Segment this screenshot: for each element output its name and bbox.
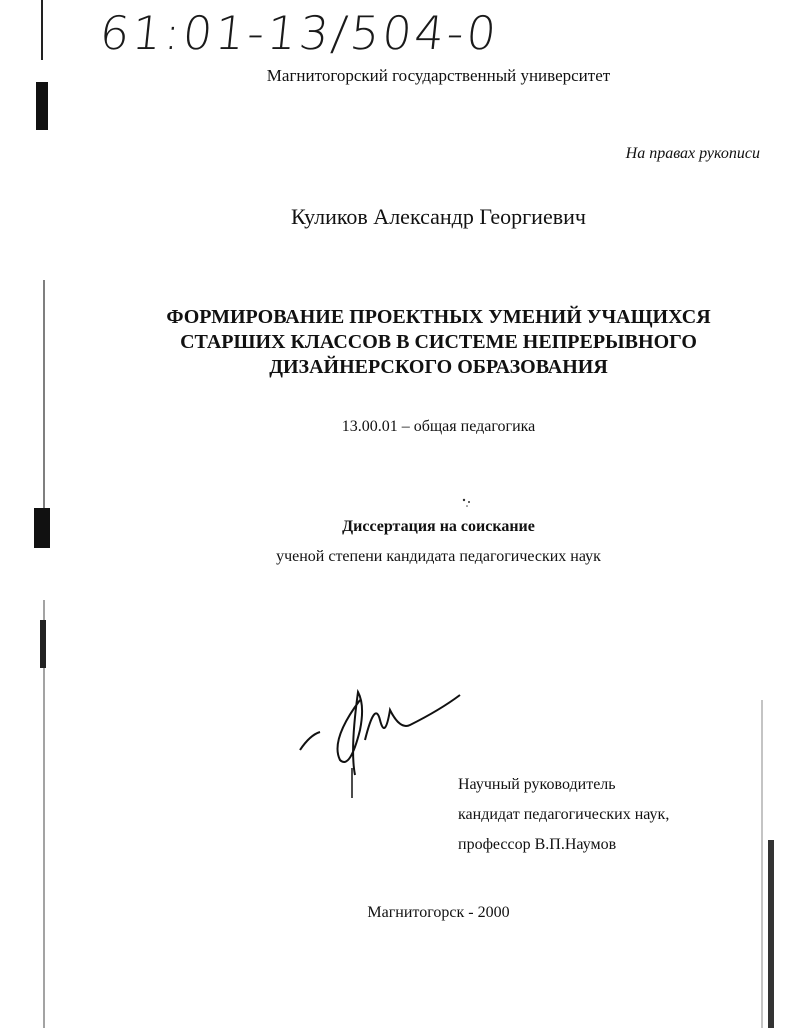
author-name: Куликов Александр Георгиевич: [291, 204, 586, 229]
title-line: СТАРШИХ КЛАССОВ В СИСТЕМЕ НЕПРЕРЫВНОГО: [180, 331, 697, 353]
scan-dust: [460, 496, 474, 510]
university-name: Магнитогорский государственный университет: [266, 66, 611, 85]
advisor-role: Научный руководитель: [458, 776, 616, 793]
scan-right-edge: [760, 0, 797, 1028]
archive-code: 61:01-13/504-0: [97, 6, 502, 60]
signature: [290, 680, 470, 800]
advisor-block: [458, 770, 669, 860]
title-line: ДИЗАЙНЕРСКОГО ОБРАЗОВАНИЯ: [269, 356, 608, 378]
scan-edge-artifacts: [0, 0, 60, 1028]
advisor-name: профессор В.П.Наумов: [458, 836, 617, 853]
degree-sought: ученой степени кандидата педагогических наук: [276, 548, 601, 565]
advisor-degree: кандидат педагогических наук,: [458, 806, 670, 823]
specialty-code: 13.00.01 – общая педагогика: [341, 418, 536, 435]
dissertation-title: [40, 305, 797, 380]
city-year: Магнитогорск - 2000: [367, 904, 510, 921]
rights-note: На правах рукописи: [625, 145, 760, 162]
dissertation-type: Диссертация на соискание: [342, 518, 535, 535]
title-line: ФОРМИРОВАНИЕ ПРОЕКТНЫХ УМЕНИЙ УЧАЩИХСЯ: [166, 306, 711, 328]
